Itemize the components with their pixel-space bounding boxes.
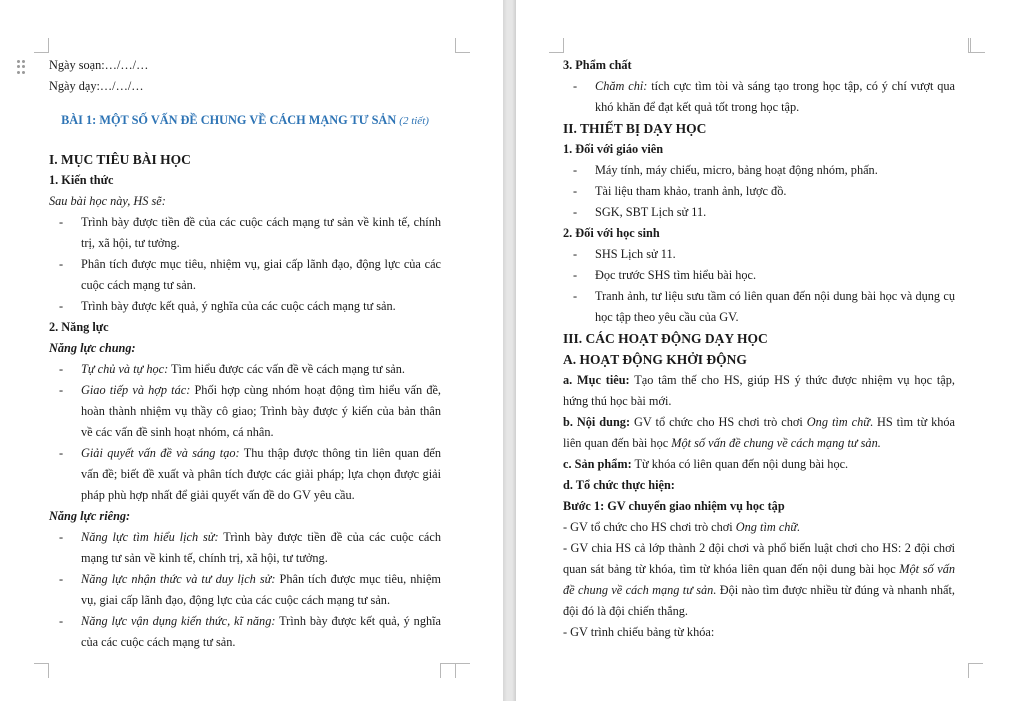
prep-date: Ngày soạn:…/…/… — [49, 58, 149, 72]
margin-corner-mark — [968, 38, 983, 53]
document-page-left[interactable] — [0, 0, 503, 701]
margin-corner-mark — [34, 663, 49, 678]
goal-paragraph: a. Mục tiêu: Tạo tâm thế cho HS, giúp HS ý thức được nhiệm vụ học tập, hứng thú học bài mới. — [563, 373, 955, 408]
lesson-title: BÀI 1: MỘT SỐ VẤN ĐỀ CHUNG VỀ CÁCH MẠNG TƯ SẢN (2 tiết) — [61, 113, 429, 127]
product-paragraph: c. Sản phẩm: Từ khóa có liên quan đến nội dung bài học. — [563, 457, 849, 471]
list-item: - Năng lực nhận thức và tư duy lịch sử: Phân tích được mục tiêu, nhiệm vụ, giai cấp lãnh đạo, động lực của các cuộc cách mạng tư sản. — [59, 572, 441, 607]
document-page-right[interactable] — [516, 0, 1023, 701]
margin-corner-mark — [440, 663, 455, 678]
list-item: - Phân tích được mục tiêu, nhiệm vụ, giai cấp lãnh đạo, động lực của các cuộc cách mạng tư sản. — [59, 257, 441, 292]
step1-line: - GV chia HS cả lớp thành 2 đội chơi và phổ biến luật chơi cho HS: 2 đội chơi quan sát bảng từ khóa, tìm từ khóa liên quan đến nội dung bài học Một số vấn đề chung về cách mạng tư sản. Đội nào tìm được nhiều từ đúng và nhanh nhất, đội đó là đội chiến thắng. — [563, 541, 956, 618]
step1-line: - GV tổ chức cho HS chơi trò chơi Ong tìm chữ. — [563, 520, 801, 534]
competence-heading: 2. Năng lực — [49, 320, 109, 334]
activity-a-heading: A. HOẠT ĐỘNG KHỞI ĐỘNG — [563, 352, 747, 367]
page-content[interactable] — [563, 55, 955, 643]
page-content[interactable] — [49, 55, 441, 653]
margin-corner-mark — [968, 663, 983, 678]
teacher-heading: 1. Đối với giáo viên — [563, 142, 664, 156]
list-item: - Trình bày được kết quả, ý nghĩa của các cuộc cách mạng tư sản. — [59, 299, 396, 313]
step1-line: - GV trình chiếu bảng từ khóa: — [563, 625, 715, 639]
teach-date: Ngày dạy:…/…/… — [49, 79, 144, 93]
content-paragraph: b. Nội dung: GV tổ chức cho HS chơi trò chơi Ong tìm chữ. HS tìm từ khóa liên quan đến bài học Một số vấn đề chung về cách mạng tư sản. — [563, 415, 955, 450]
step1-heading: Bước 1: GV chuyển giao nhiệm vụ học tập — [563, 499, 785, 513]
margin-corner-mark — [455, 663, 470, 678]
list-item: - Giải quyết vấn đề và sáng tạo: Thu thập được thông tin liên quan đến vấn đề; biết đề xuất và phân tích được các giải pháp; lựa chọn được giải pháp phù hợp nhất để giải quyết vấn đề do GV yêu cầu. — [59, 446, 441, 502]
page-separator — [503, 0, 516, 701]
list-item: - Tài liệu tham khảo, tranh ảnh, lược đồ. — [573, 184, 787, 198]
list-item: - Tự chủ và tự học: Tìm hiểu được các vấn đề về cách mạng tư sản. — [59, 362, 405, 376]
list-item: - SGK, SBT Lịch sử 11. — [573, 205, 707, 219]
section-heading-objectives: I. MỤC TIÊU BÀI HỌC — [49, 152, 191, 167]
margin-corner-mark — [455, 38, 470, 53]
drag-handle-icon[interactable] — [17, 60, 27, 74]
knowledge-intro: Sau bài học này, HS sẽ: — [49, 194, 166, 208]
list-item: - SHS Lịch sử 11. — [573, 247, 676, 261]
specific-competence-heading: Năng lực riêng: — [49, 509, 131, 523]
margin-corner-mark — [549, 38, 564, 53]
section-heading-equipment: II. THIẾT BỊ DẠY HỌC — [563, 121, 707, 136]
list-item: - Đọc trước SHS tìm hiểu bài học. — [573, 268, 757, 282]
list-item: - Năng lực tìm hiểu lịch sử: Trình bày được tiền đề của các cuộc cách mạng tư sản về kinh tế, chính trị, xã hội, tư tưởng. — [59, 530, 441, 565]
general-competence-heading: Năng lực chung: — [49, 341, 136, 355]
organization-heading: d. Tổ chức thực hiện: — [563, 478, 675, 492]
list-item: - Máy tính, máy chiếu, micro, bảng hoạt động nhóm, phấn. — [573, 163, 878, 177]
margin-corner-mark — [34, 38, 49, 53]
student-heading: 2. Đối với học sinh — [563, 226, 660, 240]
list-item: - Năng lực vận dụng kiến thức, kĩ năng: Trình bày được kết quả, ý nghĩa của các cuộc cách mạng tư sản. — [59, 614, 441, 649]
list-item: - Trình bày được tiền đề của các cuộc cách mạng tư sản về kinh tế, chính trị, xã hội, tư tưởng. — [59, 215, 441, 250]
list-item: - Giao tiếp và hợp tác: Phối hợp cùng nhóm hoạt động tìm hiểu vấn đề, hoàn thành nhiệm vụ thầy cô giao; Trình bày được ý kiến của bản thân về các vấn đề sinh hoạt nhóm, cá nhân. — [59, 383, 442, 439]
section-heading-activities: III. CÁC HOẠT ĐỘNG DẠY HỌC — [563, 331, 768, 346]
knowledge-heading: 1. Kiến thức — [49, 173, 114, 187]
list-item: - Tranh ảnh, tư liệu sưu tầm có liên quan đến nội dung bài học và dụng cụ học tập theo yêu cầu của GV. — [573, 289, 955, 324]
list-item: - Chăm chỉ: tích cực tìm tòi và sáng tạo trong học tập, có ý chí vượt qua khó khăn để đạt kết quả tốt trong học tập. — [573, 79, 955, 114]
quality-heading: 3. Phẩm chất — [563, 58, 632, 72]
